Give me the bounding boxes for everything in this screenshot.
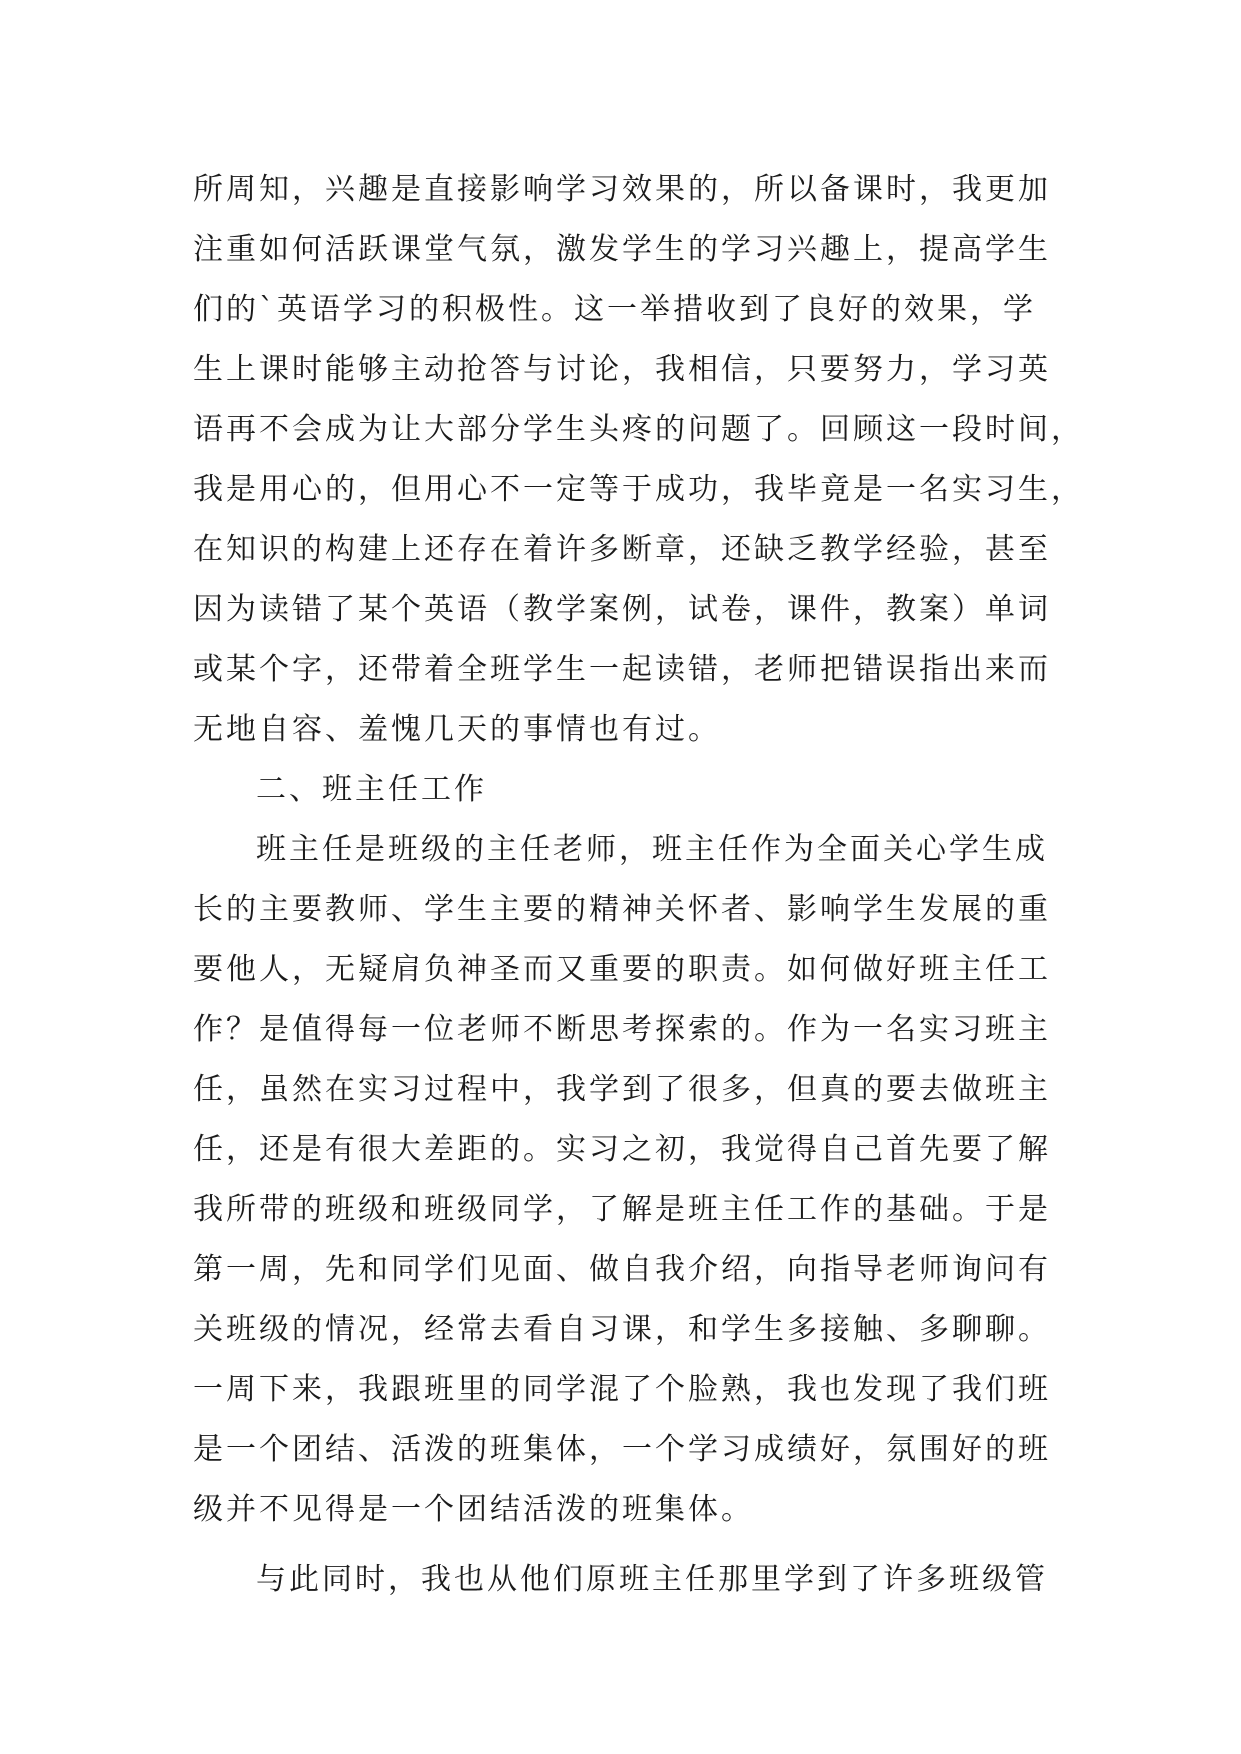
text-line: 一周下来，我跟班里的同学混了个脸熟，我也发现了我们班 <box>193 1372 1051 1407</box>
paragraph-start-line: 班主任是班级的主任老师，班主任作为全面关心学生成 <box>256 832 1048 867</box>
text-line: 任，虽然在实习过程中，我学到了很多，但真的要去做班主 <box>193 1072 1051 1107</box>
text-line: 作？是值得每一位老师不断思考探索的。作为一名实习班主 <box>193 1012 1051 1047</box>
text-line: 注重如何活跃课堂气氛，激发学生的学习兴趣上，提高学生 <box>193 232 1051 267</box>
text-line: 所周知，兴趣是直接影响学习效果的，所以备课时，我更加 <box>193 172 1051 207</box>
text-line: 级并不见得是一个团结活泼的班集体。 <box>193 1492 754 1527</box>
section-heading: 二、班主任工作 <box>256 772 487 807</box>
text-line: 语再不会成为让大部分学生头疼的问题了。回顾这一段时间， <box>193 412 1084 447</box>
text-line: 或某个字，还带着全班学生一起读错，老师把错误指出来而 <box>193 652 1051 687</box>
paragraph-start-line: 与此同时，我也从他们原班主任那里学到了许多班级管 <box>256 1562 1048 1597</box>
text-line: 第一周，先和同学们见面、做自我介绍，向指导老师询问有 <box>193 1252 1051 1287</box>
text-line: 生上课时能够主动抢答与讨论，我相信，只要努力，学习英 <box>193 352 1051 387</box>
text-line: 任，还是有很大差距的。实习之初，我觉得自己首先要了解 <box>193 1132 1051 1167</box>
text-line: 是一个团结、活泼的班集体，一个学习成绩好，氛围好的班 <box>193 1432 1051 1467</box>
text-line: 我所带的班级和班级同学，了解是班主任工作的基础。于是 <box>193 1192 1051 1227</box>
text-line: 我是用心的，但用心不一定等于成功，我毕竟是一名实习生， <box>193 472 1084 507</box>
text-line: 长的主要教师、学生主要的精神关怀者、影响学生发展的重 <box>193 892 1051 927</box>
text-line: 关班级的情况，经常去看自习课，和学生多接触、多聊聊。 <box>193 1312 1051 1347</box>
text-line: 无地自容、羞愧几天的事情也有过。 <box>193 712 721 747</box>
text-line: 们的`英语学习的积极性。这一举措收到了良好的效果，学 <box>193 292 1036 327</box>
text-line: 因为读错了某个英语（教学案例，试卷，课件，教案）单词 <box>193 592 1051 627</box>
text-line: 在知识的构建上还存在着许多断章，还缺乏教学经验，甚至 <box>193 532 1051 567</box>
body-text <box>193 160 1084 1610</box>
text-line: 要他人，无疑肩负神圣而又重要的职责。如何做好班主任工 <box>193 952 1051 987</box>
